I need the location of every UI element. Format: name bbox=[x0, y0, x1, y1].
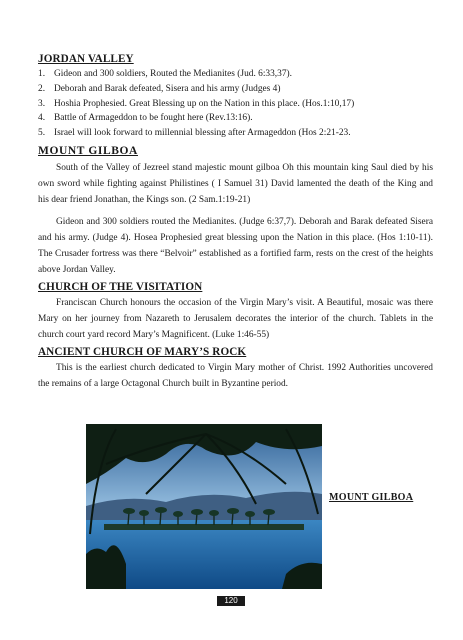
list-text: Deborah and Barak defeated, Sisera and his army (Judges 4) bbox=[54, 83, 281, 94]
list-text: Battle of Armageddon to be fought here (Rev.13:16). bbox=[54, 113, 253, 124]
list-text: Gideon and 300 soldiers, Routed the Medianites (Jud. 6:33,37). bbox=[54, 69, 292, 79]
paragraph-church-visitation: Franciscan Church honours the occasion of the Virgin Mary’s visit. A Beautiful, mosaic was there Mary on her journey from Nazareth to Jerusalem decorates the interior of the church. Tablets in the church court yard record Mary’s Magnificent. (Luke 1:46-55) bbox=[38, 297, 433, 340]
list-number: 4. bbox=[38, 113, 46, 124]
list-item bbox=[38, 126, 433, 141]
photo-caption: MOUNT GILBOA bbox=[329, 492, 414, 503]
list-number: 3. bbox=[38, 98, 46, 109]
list-item bbox=[38, 82, 433, 97]
photo-mount-gilboa bbox=[86, 424, 322, 589]
list-number: 1. bbox=[38, 69, 46, 79]
paragraph-ancient-church: This is the earliest church dedicated to Virgin Mary mother of Christ. 1992 Authorities uncovered the remains of a large Octagonal Church built in Byzantine period. bbox=[38, 362, 433, 389]
paragraph-gilboa-2: Gideon and 300 soldiers routed the Medianites. (Judge 6:37,7). Deborah and Barak defeated Sisera and his army. (Judge 4). Hosea Prophesied great blessing upon the Nation in this place. (Hos 1:10-11). The Crusader fortress was there “Belvoir” established as a fortified farm, rests on the crest of the heights above Jordan Valley. bbox=[38, 216, 433, 275]
heading-ancient-church: ANCIENT CHURCH OF MARY’S ROCK bbox=[38, 345, 247, 358]
page-number: 120 bbox=[217, 596, 245, 606]
heading-mount-gilboa: MOUNT GILBOA bbox=[38, 144, 138, 157]
list-number: 5. bbox=[38, 128, 46, 139]
jordan-valley-list bbox=[38, 67, 433, 141]
heading-church-visitation: CHURCH OF THE VISITATION bbox=[38, 280, 203, 293]
list-text: Hoshia Prophesied. Great Blessing up on the Nation in this place. (Hos.1:10,17) bbox=[54, 98, 355, 109]
list-item bbox=[38, 97, 433, 112]
list-number: 2. bbox=[38, 83, 46, 94]
list-text: Israel will look forward to millennial blessing after Armageddon (Hos 2:21-23. bbox=[54, 128, 351, 139]
heading-jordan-valley: JORDAN VALLEY bbox=[38, 53, 134, 65]
paragraph-gilboa-1: South of the Valley of Jezreel stand majestic mount gilboa Oh this mountain king Saul died by his own sword while fighting against Philistines ( I Samuel 31) David lamented the death of the King and his dear friend Jonathan, the Kings son. (2 Sam.1:19-21) bbox=[38, 162, 433, 205]
page-content bbox=[38, 52, 433, 394]
list-item bbox=[38, 111, 433, 126]
list-item bbox=[38, 67, 433, 82]
